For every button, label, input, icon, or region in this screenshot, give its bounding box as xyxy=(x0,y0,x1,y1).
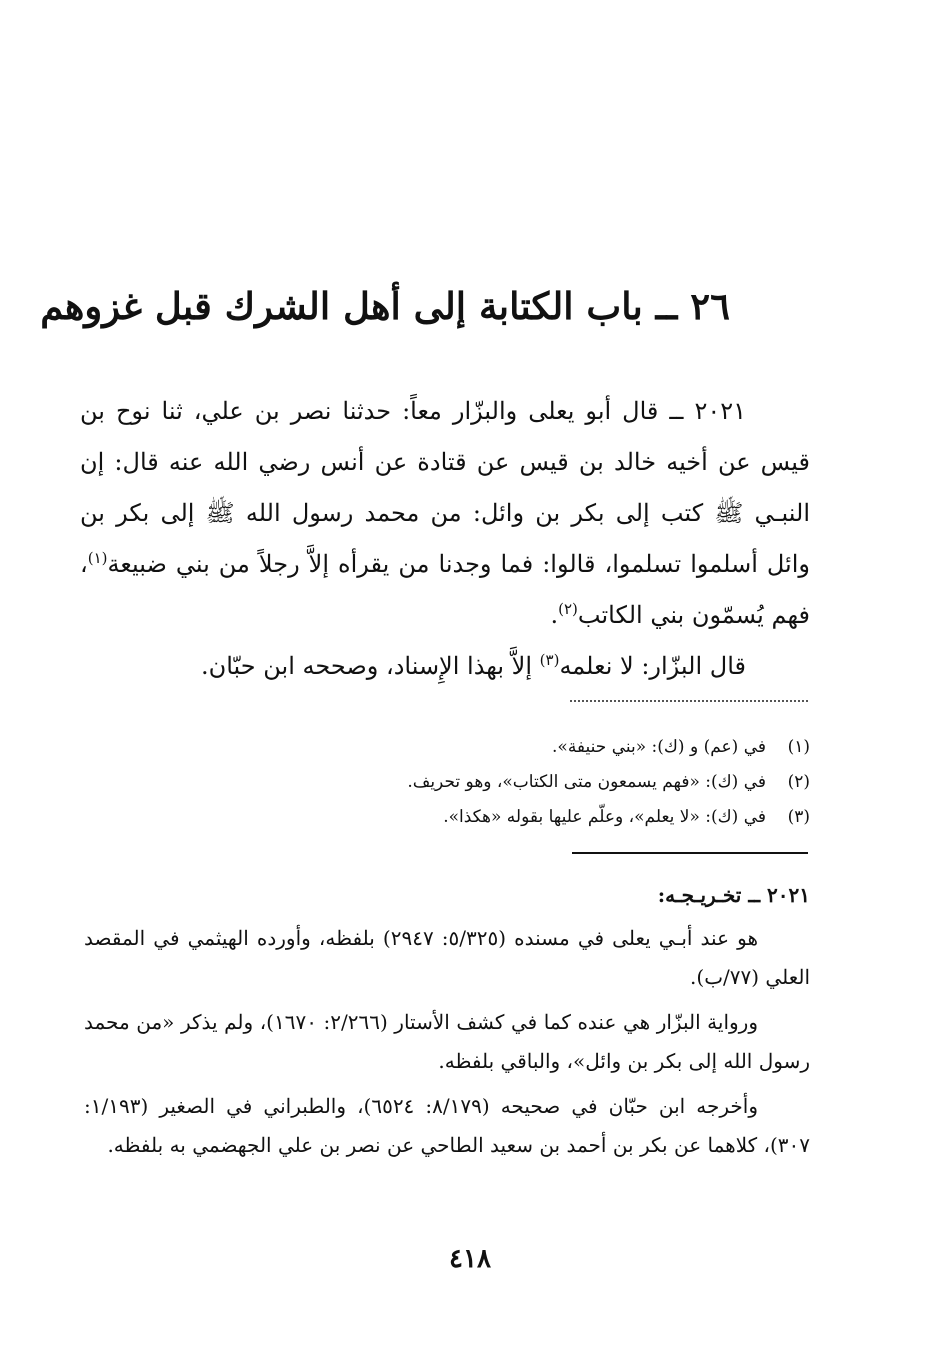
footnote-text: في (ك): «لا يعلم»، وعلّم عليها بقوله «هكذا». xyxy=(443,807,766,827)
takhrij-section xyxy=(84,876,810,1171)
takhrij-paragraph: وأخرجه ابن حبّان في صحيحه (٨/١٧٩: ٦٥٢٤)، والطبراني في الصغير (١/١٩٣: ٣٠٧)، كلاهما عن بكر بن أحمد بن سعيد الطاحي عن نصر بن علي الجهضمي به بلفظه. xyxy=(84,1094,810,1157)
takhrij-heading: ٢٠٢١ ــ تخـريـجـه: xyxy=(657,883,810,907)
hadith-body-part2: ، فهم يُسمّون بني الكاتب xyxy=(80,550,810,629)
footnote-number: (٣) xyxy=(787,807,810,827)
footnote-ref-2[interactable]: (٢) xyxy=(558,600,578,618)
footnotes xyxy=(380,730,810,835)
hadith-body-part3: . xyxy=(550,601,559,629)
bazzar-comment-part1: قال البزّار: لا نعلمه xyxy=(559,652,746,680)
footnote-number: (٢) xyxy=(787,772,810,792)
chapter-title: ٢٦ ــ باب الكتابة إلى أهل الشرك قبل غزوهم xyxy=(40,284,730,328)
footnote-ref-3[interactable]: (٣) xyxy=(539,651,560,669)
hadith-paragraph xyxy=(80,386,810,641)
bazzar-comment-part2: إلاَّ بهذا الإِسناد، وصححه ابن حبّان. xyxy=(200,652,540,680)
hadith-body-part1: ٢٠٢١ ــ قال أبو يعلى والبزّار معاً: حدثنا نصر بن علي، ثنا نوح بن قيس عن أخيه خالد بن قيس عن قتادة عن أنس رضي الله عنه قال: إن النبـي ﷺ كتب إلى بكر بن وائل: من محمد رسول الله ﷺ إلى بكر بن وائل أسلموا تسلموا، قالوا: فما وجدنا من يقرأه إلاَّ رجلاً من بني ضبيعة xyxy=(80,397,810,578)
footnote-separator-dots xyxy=(570,700,808,712)
section-divider xyxy=(572,852,808,854)
takhrij-paragraph: هو عند أبـي يعلى في مسنده (٥/٣٢٥: ٢٩٤٧) بلفظه، وأورده الهيثمي في المقصد العلي (٧٧/ب). xyxy=(84,926,810,989)
footnote-text: في (عم) و (ك): «بني حنيفة». xyxy=(552,737,766,757)
takhrij-paragraph: ورواية البزّار هي عنده كما في كشف الأستار (٢/٢٦٦: ١٦٧٠)، ولم يذكر «من محمد رسول الله إلى بكر بن وائل»، والباقي بلفظه. xyxy=(84,1010,810,1073)
footnote-3 xyxy=(380,800,810,835)
footnote-ref-1[interactable]: (١) xyxy=(87,549,108,567)
bazzar-comment xyxy=(80,641,810,692)
footnote-number: (١) xyxy=(787,737,810,757)
footnote-1 xyxy=(380,730,810,765)
hadith-text xyxy=(80,386,810,692)
footnote-2 xyxy=(380,765,810,800)
page-number: ٤١٨ xyxy=(449,1244,491,1274)
footnote-text: في (ك): «فهم يسمعون متى الكتاب»، وهو تحريف. xyxy=(407,772,766,792)
